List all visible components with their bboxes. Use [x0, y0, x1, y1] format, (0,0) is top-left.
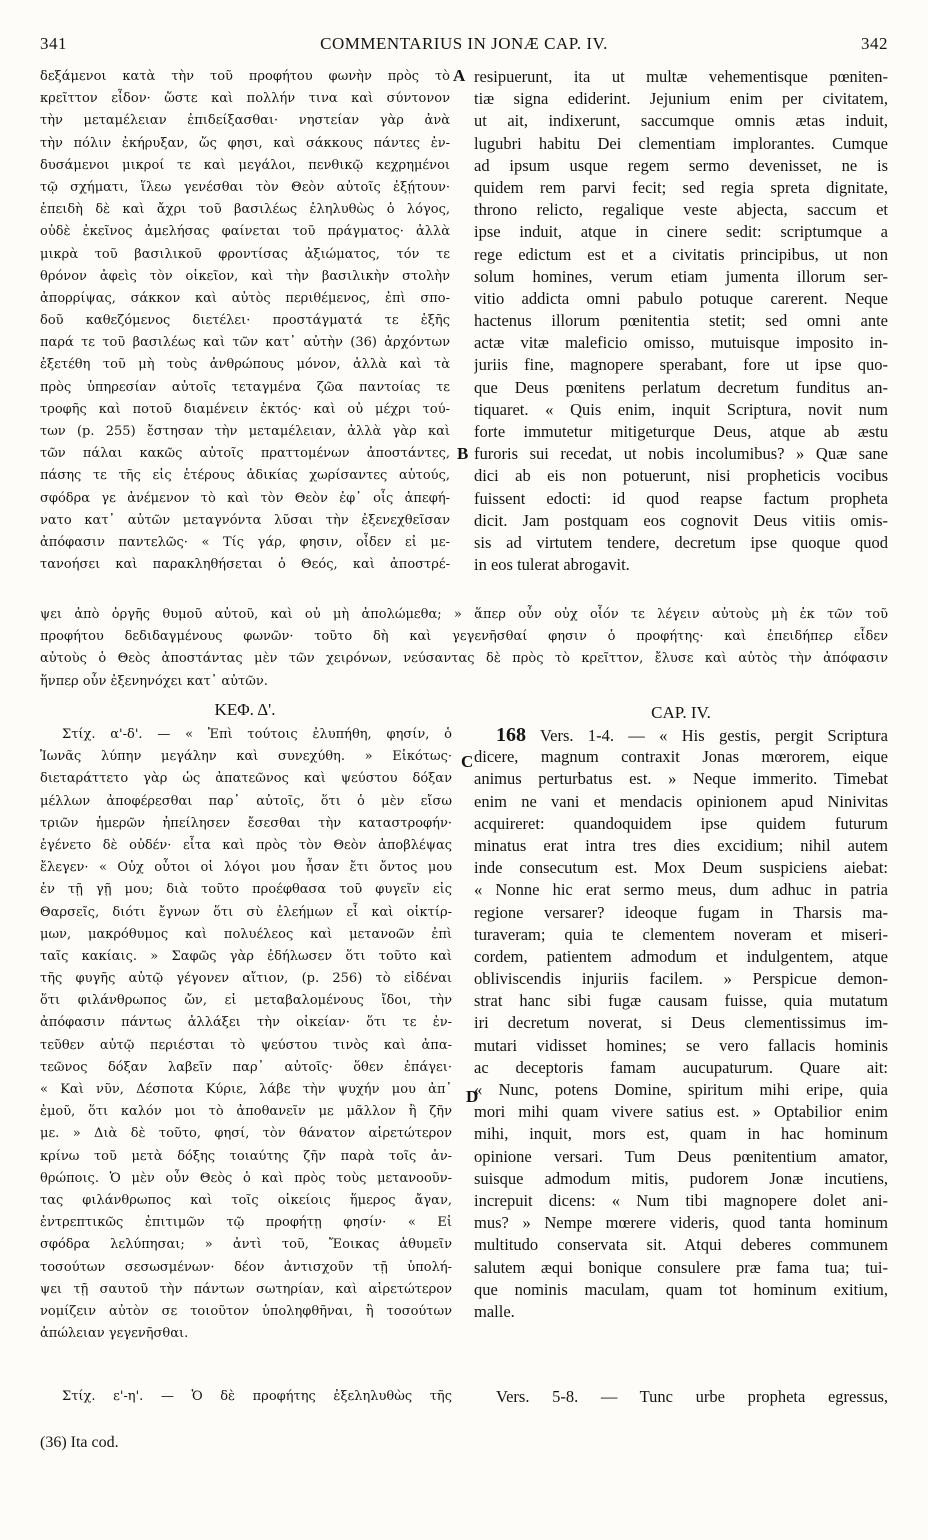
greek-top-line: πάσης τε τῆς εἰς ἑτέρους ἀδικίας χωρίσαντες αὑτούς, [40, 468, 450, 484]
greek-bottom-line: ἐν τῇ γῇ μου; διὰ τοῦτο προέφθασα τοῦ φυγεῖν εἰς [40, 882, 452, 898]
greek-top-line: ἐξετέθη τοῦ μὴ τοὺς ἀνθρώπους μόνον, ἀλλὰ καὶ τὰ [40, 357, 450, 373]
greek-bottom-line: τῆς φυγῆς αὐτῷ γέγονεν αἴτιον, (p. 256) τὸ εἰδέναι [40, 971, 452, 987]
greek-bottom-line: ἐγένετο δὲ οὐδέν· εἶτα καὶ πρὸς τὸν Θεὸν ἀποβλέψας [40, 837, 452, 853]
greek-top-line: θρόνον ἀφεὶς τὸν οἰκεῖον, καὶ τὴν βασιλικὴν στολὴν [40, 268, 450, 284]
latin-bottom-line: que nominis maculam, quam tot hominum exitium, [474, 1279, 888, 1299]
greek-bottom-line: ἔλεγεν· « Οὐχ οὗτοι οἱ λόγοι μου ἦσαν ἔτι ὄντος μου [40, 860, 452, 876]
latin-bottom-line: multitudo conservata sit. Atqui deberes communem [474, 1235, 888, 1255]
latin-top-line: tiæ signa ediderint. Jejunium enim per civitatem, [474, 89, 888, 109]
greek-column-bottom [40, 724, 452, 1345]
latin-top-line: sis ad virtutem tendere, decretum ipse quoque quod [474, 532, 888, 552]
latin-top-line: hactenus illorum pœnitentia stetit; sed omni ante [474, 311, 888, 331]
greek-bottom-line: κρίνω τοῦ μετὰ δόξης τοιαύτης ζῆν παρὰ τοῖς ἀν- [40, 1148, 452, 1164]
greek-bottom-line: ἀπώλειαν γεγενῆσθαι. [40, 1326, 189, 1342]
greek-bottom-line: τριῶν ἡμερῶν ἠπείλησεν ἔσεσθαι τὴν καταστροφήν· [40, 815, 452, 831]
latin-bottom-line: regione versarer? ideoque fugam in Tharsis ma- [474, 902, 888, 922]
greek-bottom-line: Στίχ. α'-δ'. — « Ἐπὶ τούτοις ἐλυπήθη, φησίν, ὁ [62, 727, 452, 742]
greek-top-line: τῶν πάλαι κακῶς αὐτοῖς πραττομένων ἀποστάντες, [40, 446, 450, 462]
latin-top-line: resipuerunt, ita ut multæ vehementisque pœniten- [474, 67, 888, 86]
latin-bottom-line: mutari vidisset homines; se vero fallacis hominis [474, 1035, 888, 1055]
greek-top-line: δοῦ καθεζόμενος διετέλει· προστάγματά τε ἑξῆς [40, 313, 450, 329]
greek-full-line: ψει ἀπὸ ὀργῆς θυμοῦ αὐτοῦ, καὶ οὐ μὴ ἀπολώμεθα; » ἅπερ οὖν οὐχ οἷόν τε λέγειν αὐτοὺς μὴ ἐκ τῶν τοῦ [40, 607, 888, 622]
latin-top-line: tiquaret. « Quis enim, inquit Scriptura, novit num [474, 399, 888, 419]
latin-top-line: ad ipsum usque regem sermo devenisset, ne is [474, 155, 888, 175]
greek-bottom-line: με. » Διὰ δὲ τοῦτο, φησί, τὸν θάνατον αἱρετώτερον [40, 1126, 452, 1142]
greek-top-line: οὐδὲ ἐκεῖνος ἀμελήσας φαίνεται τοῦ πράγματος· ἀλλὰ [40, 224, 450, 240]
greek-bottom-line: μων, μακρόθυμος καὶ πολυέλεος καὶ μετανοῶν ἐπὶ [40, 926, 452, 942]
latin-top-line: vitio addicta omni pabulo potuque carerent. Neque [474, 288, 888, 308]
latin-top-line: ipse induit, atque in cinere sedit: scriptumque a [474, 222, 888, 242]
latin-bottom-line: animus perturbatus est. » Neque immerito. Timebat [474, 769, 888, 789]
greek-bottom-line: ἐμοῦ, ὅτι καλόν μοι τὸ ἀποθανεῖν με μᾶλλον ἢ ζῆν [40, 1104, 452, 1120]
greek-bottom-line: τεῶνος δόξαν λαβεῖν παρ᾽ αὐτοῖς· ὅθεν ἐπάγει· [40, 1059, 452, 1075]
latin-bottom-first-line [474, 724, 888, 746]
greek-top-line: πρὸς ὑπηρεσίαν αὐτοῖς τεταγμένα ζῶα παντοίας τε [40, 379, 450, 395]
latin-top-line: ut ait, indixerunt, saccumque omnis ætas induit, [474, 111, 888, 131]
running-title: COMMENTARIUS IN JONÆ CAP. IV. [320, 34, 608, 53]
latin-top-line: quidem rem parvi fecit; sed regia spreta dignitate, [474, 177, 888, 197]
latin-top-line: actæ vitæ maleficio omisso, mutuisque imposito in- [474, 333, 888, 353]
greek-top-line: τὴν μεταμέλειαν ἐπιδείξασθαι· νηστείαν γὰρ ἀνὰ [40, 113, 450, 129]
latin-bottom-line: obliviscendis injuriis facilem. » Perspicue demon- [474, 969, 888, 989]
page-number-left: 341 [40, 34, 67, 53]
footnote: (36) Ita cod. [40, 1434, 119, 1451]
greek-top-line: ἀπορρίψας, σάκκον καὶ αὐτὸς περιθέμενος, ἐπὶ σπο- [40, 290, 450, 306]
greek-bottom-line: σφόδρα λελύπησαι; » ἀντὶ τοῦ, Ἔοικας ἀθυμεῖν [40, 1237, 452, 1253]
latin-bottom-line: mori mihi quam vivere satius est. » Optabilior enim [474, 1102, 888, 1122]
margin-marker-b: B [457, 444, 469, 463]
greek-bottom-line: ἀπόφασιν πάντως ἀλλάξει τὴν οἰκείαν· ὅτι τε ἐν- [40, 1015, 452, 1031]
latin-bottom-line: malle. [474, 1301, 515, 1321]
greek-bottom-line: νομίζειν αὐτὸν σε τοιοῦτον ὑποληφθῆναι, ἢ τοσούτων [40, 1303, 452, 1319]
greek-top-line: σφόδρα γε ἀνέμενον τὸ καὶ τὸν Θεὸν ἐφ᾽ οἷς ἀπεφή- [40, 490, 450, 506]
latin-bottom-line: ac deceptoris famam aucupaturum. Quare ait: [474, 1057, 888, 1077]
latin-bottom-line: acquireret: quandoquidem ipse quidem futurum [474, 813, 888, 833]
greek-full-width-text [40, 604, 888, 693]
latin-bottom-line: turaveram; quia te clementem noveram et miseri- [474, 924, 888, 944]
greek-top-line: νατο κατ᾽ αὐτῶν μεταγνόντα λῦσαι τὴν ἐξενεχθεῖσαν [40, 512, 450, 528]
latin-bottom-line: iri decretum noverat, si Deus clementissimus im- [474, 1013, 888, 1033]
greek-bottom-line: διεταράττετο γὰρ ὡς ἀπατεῶνος καὶ ψεύστου δόξαν [40, 771, 452, 787]
latin-bottom-lines [474, 746, 888, 1323]
latin-bottom-line: opinione versari. Tum Deus pœnitentium amator, [474, 1146, 888, 1166]
greek-top-line: δυσάμενοι μικροί τε καὶ μεγάλοι, πενθικῷ κεχρημένοι [40, 157, 450, 173]
latin-top-line: que Deus pœnitens perlatum decretum funditus an- [474, 377, 888, 397]
greek-bottom-line: τας φιλάνθρωπος καὶ τοῖς οἰκείοις ἥμερος ἄγαν, [40, 1192, 452, 1208]
greek-bottom-line: ἐντρεπτικῶς ἐπιτιμῶν τῷ προφήτῃ φησίν· « Εἰ [40, 1215, 452, 1231]
latin-bottom-line: mihi, inquit, mors est, quam in hac hominum [474, 1124, 888, 1144]
latin-bottom-line: enim ne vani et mendacis opinionem apud Ninivitas [474, 791, 888, 811]
greek-last-line: Στίχ. ε'-η'. — Ὁ δὲ προφήτης ἐξεληλυθὼς τῆς [62, 1389, 452, 1404]
column-number-168: 168 [496, 724, 526, 746]
latin-bottom-line: « Nonne hic erat sermo meus, dum adhuc in patria [474, 880, 888, 900]
greek-bottom-line: ταῖς κακίαις. » Σαφῶς γὰρ ἐδήλωσεν ὅτι τοῦτο καὶ [40, 948, 452, 964]
margin-marker-a: A [453, 66, 466, 85]
greek-top-line: των (p. 255) ἔστησαν τὴν μεταμέλειαν, ἀλλὰ γὰρ καὶ [40, 424, 450, 439]
greek-top-line: τανοήσει καὶ παρακληθήσεται ὁ Θεός, καὶ ἀποστρέ- [40, 557, 450, 573]
page-number-right: 342 [861, 34, 888, 53]
greek-top-line: τῷ σχήματι, ἵλεω γενέσθαι τὸν Θεὸν αὐτοῖς ἐξῄτουν· [40, 179, 450, 195]
latin-column-bottom [474, 724, 888, 1323]
latin-bottom-line: suisque admodum mitis, pudorem Jonæ incutiens, [474, 1168, 888, 1188]
latin-bottom-line: minatus erat intra tres dies excidium; nihil autem [474, 835, 888, 855]
latin-column-top [474, 66, 888, 576]
greek-top-line: δεξάμενοι κατὰ τὴν τοῦ προφήτου φωνὴν πρὸς τὸ [40, 69, 450, 84]
latin-top-line: juriis fine, magnopere sperabant, fore ut ipse quo- [474, 355, 888, 375]
latin-bottom-line: mus? » Nempe mœrere videris, quod tanta hominum [474, 1213, 888, 1233]
latin-top-line: rege edictum est et a civitatis principibus, ut non [474, 244, 888, 264]
running-header [40, 34, 888, 58]
latin-top-line: solum homines, verum etiam jumenta illorum ser- [474, 266, 888, 286]
latin-bottom-line: « Nunc, potens Domine, spiritum mihi eripe, quia [474, 1080, 888, 1099]
latin-bottom-line: inde consecutum est. Mox Deum suspiciens aiebat: [474, 858, 888, 878]
latin-top-line: furoris sui recedat, ut nobis incolumibus? » Quæ sane [474, 444, 888, 464]
latin-top-line: forte immutetur mitigeturque Deus, atque ab æstu [474, 422, 888, 441]
greek-top-line: τὴν πόλιν ἐκήρυξαν, ὥς φησι, καὶ σάκκους πάντες ἐν- [40, 135, 450, 151]
latin-last-line-block [474, 1386, 888, 1408]
greek-bottom-line: τοσούτων σεσωσμένων· δέον ἀντισχοῦν τῇ ὑπολή- [40, 1259, 452, 1275]
greek-bottom-line: Θαρσεῖς, διότι ἔγνων ὅτι σὺ ἐλεήμων εἶ καὶ οἰκτίρ- [40, 904, 452, 920]
chapter-heading-latin: CAP. IV. [651, 703, 711, 722]
greek-bottom-line: ὅτι φιλάνθρωπος ὤν, εἰ μεταβαλομένους ἴδοι, τὴν [40, 993, 452, 1009]
greek-top-line: μικρὰ τοῦ βασιλικοῦ φροντίσας ἀξιώματος, τόν τε [40, 246, 450, 262]
greek-top-line: ἐπειδὴ δὲ καὶ ἄχρι τοῦ βασιλέως ἐληλυθὼς ὁ λόγος, [40, 202, 450, 218]
latin-bottom-first-text: Vers. 1-4. — « His gestis, pergit Scriptura [526, 726, 888, 745]
greek-full-line: ἥνπερ οὖν ἐξενηνόχει κατ᾽ αὐτῶν. [40, 673, 268, 689]
greek-bottom-line: « Καὶ νῦν, Δέσποτα Κύριε, λάβε τὴν ψυχήν μου ἀπ᾽ [40, 1082, 452, 1097]
latin-bottom-line: salutem æqui bonique consulere præ fama tua; tui- [474, 1257, 888, 1277]
chapter-heading-greek: ΚΕΦ. Δ'. [214, 700, 276, 719]
greek-top-line: τροφῆς καὶ ποτοῦ διαμένειν ἐκτός· καὶ οὐ μέχρι τού- [40, 401, 450, 417]
latin-bottom-line: increpuit dicens: « Num tibi magnopere dolet ani- [474, 1190, 888, 1210]
greek-top-line: κρεῖττον εἶδον· ὥστε καὶ πολλήν τινα καὶ σύντονον [40, 91, 450, 107]
greek-bottom-line: ψει τῇ σαυτοῦ τὴν πάντων σωτηρίαν, καὶ αἱρετώτερον [40, 1281, 452, 1297]
margin-marker-c: C [461, 752, 474, 771]
greek-bottom-line: θρώποις. Ὁ μὲν οὖν Θεὸς ὁ καὶ πρὸς τοὺς μετανοοῦν- [40, 1170, 452, 1186]
greek-full-line: προφήτου δεδιδαγμένους φωνῶν· τοῦτο δὴ καὶ γεγενῆσθαί φησιν ὁ προφήτης· καὶ ἐπειδήπερ εἶδεν [40, 629, 888, 645]
greek-column-top [40, 66, 450, 576]
latin-bottom-line: cordem, patientem admodum et indulgentem, atque [474, 946, 888, 966]
latin-top-line: in eos tulerat abrogavit. [474, 555, 630, 575]
greek-bottom-line: τεῦθεν αὐτῷ περιέσται τὸ ψεύστου τινὸς καὶ ἀπα- [40, 1037, 452, 1053]
greek-bottom-line: Ἰωνᾶς λύπην μεγάλην καὶ συνεχύθη. » Εἰκότως· [40, 749, 452, 765]
greek-top-line: παρά τε τοῦ βασιλέως καὶ τῶν κατ᾽ αὐτὴν (36) ἀρχόντων [40, 335, 450, 351]
greek-bottom-line: μέλλων ἀποφέρεσθαι παρ᾽ αὐτοῖς, ὅτι ὁ μὲν εἴσω [40, 793, 452, 809]
latin-bottom-line: dicere, magnum contraxit Jonas mœrorem, eique [474, 747, 888, 767]
latin-top-line: dicit. Jam postquam eos cognovit Deus vitiis omis- [474, 510, 888, 530]
margin-marker-d: D [466, 1087, 479, 1106]
latin-top-line: fuissent edocti: id quod reapse factum propheta [474, 488, 888, 508]
greek-last-line-block [40, 1386, 452, 1408]
latin-last-line: Vers. 5-8. — Tunc urbe propheta egressus, [496, 1387, 888, 1406]
greek-full-line: αὐτοὺς ὁ Θεὸς ἀποστάντας μὲν τῶν χειρόνων, νεύσαντας δὲ πρὸς τὸ κρεῖττον, ἔλυσε καὶ αὐτὸς τὴν ἀπόφασιν [40, 651, 888, 667]
latin-top-line: dici ab eis non potuerunt, nisi propheticis vocibus [474, 466, 888, 486]
latin-top-line: throno relicto, regalique veste abjecta, saccum et [474, 200, 888, 220]
latin-bottom-line: strat hanc sibi fugæ causam fuisse, quia mutatum [474, 991, 888, 1011]
greek-top-line: ἀπόφασιν παντελῶς· « Τίς γάρ, φησιν, οἶδεν εἰ με- [40, 534, 450, 550]
latin-top-line: lugubri habitu Dei clementiam implorantes. Cumque [474, 133, 888, 153]
